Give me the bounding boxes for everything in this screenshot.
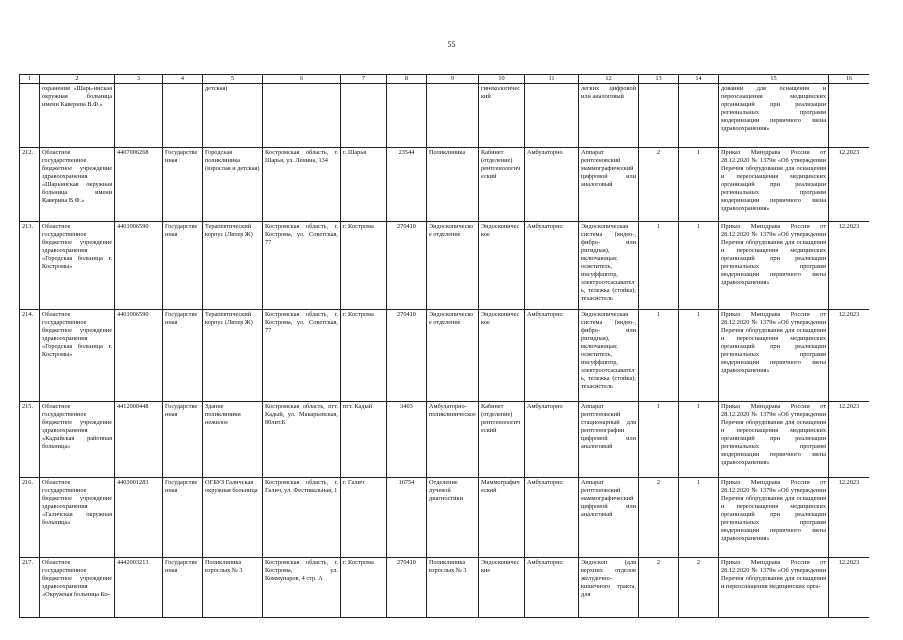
settlement: г. Кострома xyxy=(341,222,387,310)
legal-basis: Приказ Минздрава России от 28.12.2020 № 1379н «Об утверждении Перечня оборудования для оснащения и переоснащения медицинских организаций при реализации региональных программ модернизации первичного звена здравоохранения» xyxy=(719,310,829,402)
table-row xyxy=(20,222,870,310)
oktmo-code: 23544 xyxy=(387,148,427,222)
oktmo-code: 16754 xyxy=(387,478,427,558)
unit-name: Амбулаторно-поликлиническое xyxy=(427,402,479,478)
inn: 4401006590 xyxy=(115,310,163,402)
ownership-type: Государственная xyxy=(163,148,203,222)
care-condition xyxy=(525,84,579,148)
ownership-type xyxy=(163,84,203,148)
column-number: 3 xyxy=(115,75,163,84)
due-date: 12.2023 xyxy=(829,402,870,478)
inn: 4412000448 xyxy=(115,402,163,478)
organization-name: Областное государственное бюджетное учреждение здравоохранения «Городская больница г. Костромы» xyxy=(40,310,115,402)
equipment-table-wrapper xyxy=(19,74,869,640)
table-row xyxy=(20,558,870,618)
quantity-planned: 1 xyxy=(679,148,719,222)
room-type: Кабинет (отделение) рентгенологический xyxy=(479,148,525,222)
quantity-total xyxy=(639,84,679,148)
care-condition: Амбулаторно xyxy=(525,222,579,310)
due-date: 12.2023 xyxy=(829,310,870,402)
oktmo-code: 270410 xyxy=(387,222,427,310)
facility-name: детская) xyxy=(203,84,263,148)
due-date: 12.2023 xyxy=(829,222,870,310)
care-condition: Амбулаторно xyxy=(525,558,579,618)
inn: 4403001283 xyxy=(115,478,163,558)
column-number: 6 xyxy=(263,75,341,84)
facility-address: Костромская область, г. Шарья, ул. Ленина, 134 xyxy=(263,148,341,222)
table-row xyxy=(20,402,870,478)
unit-name: Эндоскопическое отделение xyxy=(427,222,479,310)
column-number: 16 xyxy=(829,75,870,84)
facility-name: Здание поликлиники нежилое xyxy=(203,402,263,478)
oktmo-code: 3403 xyxy=(387,402,427,478)
row-number: 215. xyxy=(20,402,40,478)
inn: 4442003213 xyxy=(115,558,163,618)
ownership-type: Государственная xyxy=(163,222,203,310)
facility-address: Костромская область, г. Галич, ул. Фестивальная, 1 xyxy=(263,478,341,558)
quantity-planned: 1 xyxy=(679,478,719,558)
quantity-total: 1 xyxy=(639,222,679,310)
table-row xyxy=(20,148,870,222)
facility-address: Костромская область, г. Кострома, ул. Советская, 77 xyxy=(263,310,341,402)
quantity-total: 1 xyxy=(639,402,679,478)
unit-name: Поликлиника взрослых № 3 xyxy=(427,558,479,618)
unit-name: Эндоскопическое отделение xyxy=(427,310,479,402)
quantity-planned: 1 xyxy=(679,402,719,478)
facility-address: Костромская область, г. Кострома, ул. Советская, 77 xyxy=(263,222,341,310)
row-number: 214. xyxy=(20,310,40,402)
organization-name: Областное государственное бюджетное учреждение здравоохранения «Окружная больница Ко- xyxy=(40,558,115,618)
equipment-name: Эндоскопическая система (видео-, фибро- или ригидная), включающая: осветитель, инсуффлятор, электроотсасыватель, тележка (стойка); техасистель xyxy=(579,310,639,402)
row-number: 217. xyxy=(20,558,40,618)
legal-basis: Приказ Минздрава России от 28.12.2020 № 1379н «Об утверждении Перечня оборудования для оснащения и переоснащения медицинских организаций при реализации региональных программ модернизации первичного звена здравоохранения» xyxy=(719,478,829,558)
row-number: 212. xyxy=(20,148,40,222)
care-condition: Амбулаторно xyxy=(525,310,579,402)
settlement: г. Галич xyxy=(341,478,387,558)
organization-name: Областное государственное бюджетное учреждение здравоохранения «Галичская окружная больница» xyxy=(40,478,115,558)
oktmo-code: 270410 xyxy=(387,558,427,618)
ownership-type: Государственная xyxy=(163,478,203,558)
settlement: г. Кострома xyxy=(341,558,387,618)
row-number xyxy=(20,84,40,148)
column-number: 11 xyxy=(525,75,579,84)
room-type: Кабинет (отделение) рентгенологический xyxy=(479,402,525,478)
table-row xyxy=(20,84,870,148)
legal-basis: Приказ Минздрава России от 28.12.2020 № 1379н «Об утверждении Перечня оборудования для оснащения и переоснащения медицинских организаций при реализации региональных программ модернизации первичного звена здравоохранения» xyxy=(719,222,829,310)
row-number: 216. xyxy=(20,478,40,558)
legal-basis: Приказ Минздрава России от 28.12.2020 № 1379н «Об утверждении Перечня оборудования для оснащения и переоснащения медицинских орга- xyxy=(719,558,829,618)
equipment-name: Эндоскоп (для верхних отделов желудочно-кишечного тракта, для xyxy=(579,558,639,618)
equipment-name: легких цифровой или аналоговый xyxy=(579,84,639,148)
facility-name: Терапевтический корпус (Литер Ж) xyxy=(203,310,263,402)
due-date: 12.2023 xyxy=(829,478,870,558)
quantity-planned: 2 xyxy=(679,558,719,618)
quantity-planned xyxy=(679,84,719,148)
care-condition: Амбулаторно xyxy=(525,478,579,558)
facility-address xyxy=(263,84,341,148)
equipment-name: Эндоскопическая система (видео-, фибро- или ригидная), включающая: осветитель, инсуффлятор, электроотсасыватель, тележка (стойка); техасистель xyxy=(579,222,639,310)
legal-basis: Приказ Минздрава России от 28.12.2020 № 1379н «Об утверждении Перечня оборудования для оснащения и переоснащения медицинских организаций при реализации региональных программ модернизации первичного звена здравоохранения» xyxy=(719,148,829,222)
organization-name: Областное государственное бюджетное учреждение здравоохранения «Кадыйская районная больница» xyxy=(40,402,115,478)
column-number: 13 xyxy=(639,75,679,84)
page-number: 55 xyxy=(447,40,456,49)
room-type: Эндоскопическое xyxy=(479,310,525,402)
column-number: 9 xyxy=(427,75,479,84)
column-number: 10 xyxy=(479,75,525,84)
organization-name: Областное государственное бюджетное учреждение здравоохранения «Шарьинская окружная больница имени Каверина В.Ф.» xyxy=(40,148,115,222)
equipment-table xyxy=(19,74,869,618)
room-type: Маммографический xyxy=(479,478,525,558)
settlement: пгт. Кадый xyxy=(341,402,387,478)
column-number-row xyxy=(20,75,870,84)
care-condition: Амбулаторно xyxy=(525,148,579,222)
quantity-planned: 1 xyxy=(679,310,719,402)
organization-name: Областное государственное бюджетное учреждение здравоохранения «Городская больница г. Костромы» xyxy=(40,222,115,310)
due-date xyxy=(829,84,870,148)
ownership-type: Государственная xyxy=(163,558,203,618)
facility-address: Костромская область, г. Кострома, ул. Коммунаров, 4 стр. А xyxy=(263,558,341,618)
facility-address: Костромская область, пгт. Кадый, ул. Макарьевская, 80лит.Б xyxy=(263,402,341,478)
facility-name: Терапевтический корпус (Литер Ж) xyxy=(203,222,263,310)
column-number: 8 xyxy=(387,75,427,84)
settlement xyxy=(341,84,387,148)
unit-name: Поликлиника xyxy=(427,148,479,222)
settlement: г. Кострома xyxy=(341,310,387,402)
row-number: 213. xyxy=(20,222,40,310)
equipment-name: Аппарат рентгеновский маммографический цифровой или аналоговый xyxy=(579,478,639,558)
legal-basis: Приказ Минздрава России от 28.12.2020 № 1379н «Об утверждении Перечня оборудования для оснащения и переоснащения медицинских организаций при реализации региональных программ модернизации первичного звена здравоохранения» xyxy=(719,402,829,478)
quantity-total: 2 xyxy=(639,478,679,558)
ownership-type: Государственная xyxy=(163,402,203,478)
column-number: 7 xyxy=(341,75,387,84)
unit-name xyxy=(427,84,479,148)
legal-basis: довании для оснащения и переоснащения медицинских организаций при реализации региональных программ модернизации первичного звена здравоохранения» xyxy=(719,84,829,148)
equipment-name: Аппарат рентгеновский маммографический цифровой или аналоговый xyxy=(579,148,639,222)
facility-name: Поликлиника взрослых № 3 xyxy=(203,558,263,618)
room-type: гинекологический xyxy=(479,84,525,148)
organization-name: охранения «Шарь-инская окружная больница имени Каверина В.Ф.» xyxy=(40,84,115,148)
room-type: Эндоскопическое xyxy=(479,222,525,310)
settlement: г. Шарья xyxy=(341,148,387,222)
due-date: 12.2023 xyxy=(829,148,870,222)
column-number: 1 xyxy=(20,75,40,84)
room-type: Эндоскопические xyxy=(479,558,525,618)
column-number: 12 xyxy=(579,75,639,84)
quantity-total: 1 xyxy=(639,310,679,402)
equipment-name: Аппарат рентгеновский стационарный для рентгенографии цифровой или аналоговый xyxy=(579,402,639,478)
inn: 4401006590 xyxy=(115,222,163,310)
column-number: 2 xyxy=(40,75,115,84)
care-condition: Амбулаторно xyxy=(525,402,579,478)
quantity-total: 2 xyxy=(639,148,679,222)
inn: 4407006268 xyxy=(115,148,163,222)
oktmo-code: 270410 xyxy=(387,310,427,402)
inn xyxy=(115,84,163,148)
column-number: 4 xyxy=(163,75,203,84)
column-number: 14 xyxy=(679,75,719,84)
quantity-total: 2 xyxy=(639,558,679,618)
column-number: 5 xyxy=(203,75,263,84)
facility-name: Городская поликлиника (взрослая и детская) xyxy=(203,148,263,222)
table-row xyxy=(20,478,870,558)
unit-name: Отделение лучевой диагностики xyxy=(427,478,479,558)
oktmo-code xyxy=(387,84,427,148)
table-row xyxy=(20,310,870,402)
facility-name: ОГБУЗ Галичская окружная больница xyxy=(203,478,263,558)
quantity-planned: 1 xyxy=(679,222,719,310)
ownership-type: Государственная xyxy=(163,310,203,402)
due-date: 12.2023 xyxy=(829,558,870,618)
column-number: 15 xyxy=(719,75,829,84)
